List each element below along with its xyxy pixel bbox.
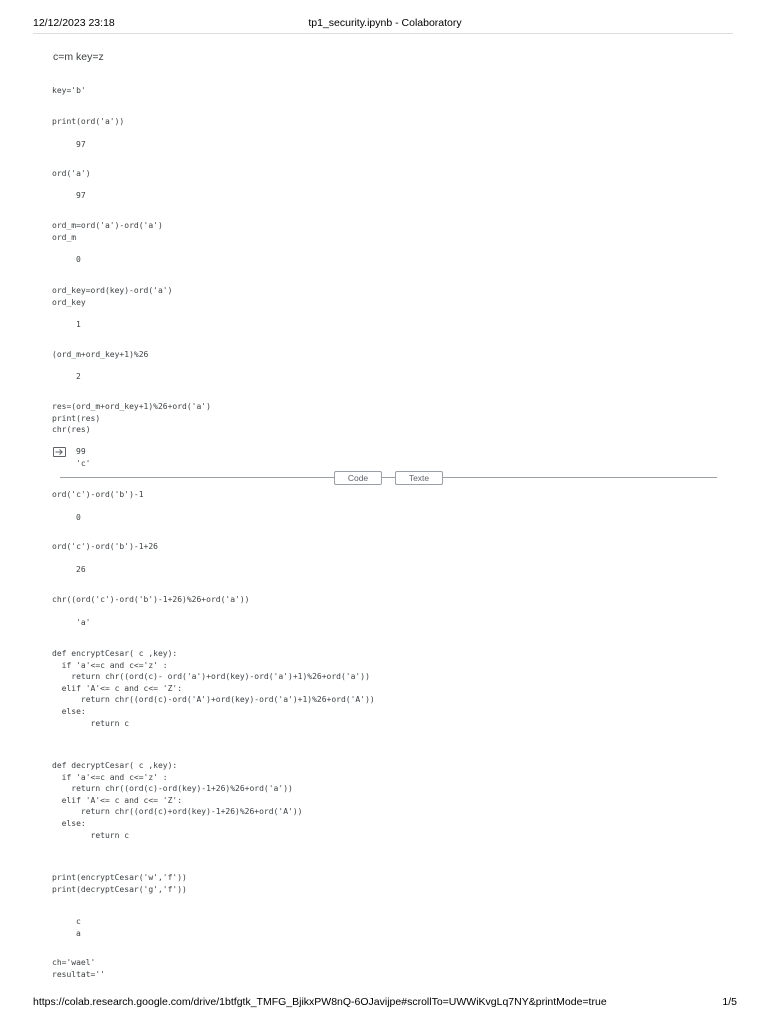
cell-output: 2: [76, 372, 81, 381]
code-cell[interactable]: ord('c')-ord('b')-1: [52, 490, 144, 499]
text-cell: c=m key=z: [53, 51, 104, 63]
print-footer: [33, 996, 737, 1010]
cell-output: 'a': [76, 618, 91, 627]
page-url: https://colab.research.google.com/drive/1btfgtk_TMFG_BjikxPW8nQ-6OJavijpe#scrollTo=UWWiKvgLq7NY&printMode=true: [33, 996, 607, 1008]
code-cell[interactable]: key='b': [52, 86, 86, 95]
header-divider: [33, 33, 733, 34]
cell-output: c a: [76, 917, 81, 938]
document-title: tp1_security.ipynb - Colaboratory: [308, 17, 462, 29]
cell-output: 26: [76, 565, 86, 574]
add-code-cell-button[interactable]: Code: [334, 471, 382, 485]
print-header: [33, 17, 737, 31]
code-cell[interactable]: ord_m=ord('a')-ord('a') ord_m: [52, 221, 163, 242]
code-cell[interactable]: ord_key=ord(key)-ord('a') ord_key: [52, 286, 173, 307]
code-cell[interactable]: def encryptCesar( c ,key): if 'a'<=c and c<='z' : return chr((ord(c)- ord('a')+ord(key)-ord('a')+1)%26+ord('a')) elif 'A'<= c and c<= 'Z': return chr((ord(c)-ord('A')+ord(key)-ord('a')+1)%26+ord('A')) else: return c: [52, 649, 375, 728]
cell-output: 97: [76, 191, 86, 200]
code-cell[interactable]: print(ord('a')): [52, 117, 125, 126]
code-cell[interactable]: print(encryptCesar('w','f')) print(decryptCesar('g','f')): [52, 873, 187, 894]
code-cell[interactable]: (ord_m+ord_key+1)%26: [52, 350, 149, 359]
cell-output: 1: [76, 320, 81, 329]
output-arrow-icon[interactable]: [53, 447, 66, 457]
add-text-cell-button[interactable]: Texte: [395, 471, 443, 485]
code-cell[interactable]: ch='wael' resultat='': [52, 958, 105, 979]
insert-divider: [60, 477, 717, 478]
code-cell[interactable]: ord('c')-ord('b')-1+26: [52, 542, 158, 551]
code-cell[interactable]: res=(ord_m+ord_key+1)%26+ord('a') print(res) chr(res): [52, 402, 211, 435]
code-cell[interactable]: ord('a'): [52, 169, 91, 178]
code-cell[interactable]: def decryptCesar( c ,key): if 'a'<=c and c<='z' : return chr((ord(c)-ord(key)-1+26)%26+ord('a')) elif 'A'<= c and c<= 'Z': return chr((ord(c)+ord(key)-1+26)%26+ord('A')) else: return c: [52, 761, 303, 840]
cell-output: 97: [76, 140, 86, 149]
cell-output: 99 'c': [76, 447, 91, 468]
cell-output: 0: [76, 513, 81, 522]
code-cell[interactable]: chr((ord('c')-ord('b')-1+26)%26+ord('a')): [52, 595, 250, 604]
cell-output: 0: [76, 255, 81, 264]
insert-cell-bar: [60, 471, 717, 485]
page-number: 1/5: [722, 996, 737, 1008]
print-date: 12/12/2023 23:18: [33, 17, 115, 29]
